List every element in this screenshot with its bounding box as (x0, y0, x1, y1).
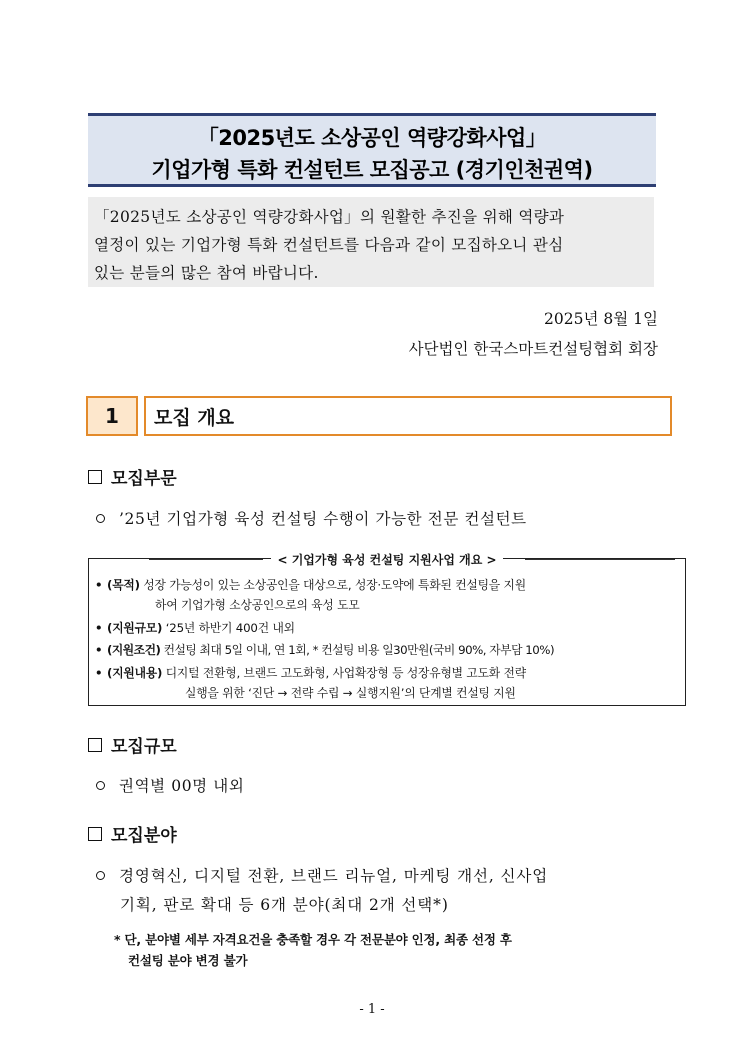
heading-recruit-category (88, 464, 177, 489)
row-label: (지원조건) (107, 643, 161, 657)
overview-row-purpose: • (목적) 성장 가능성이 있는 소상공인을 대상으로, 성장·도약에 특화된 컨설팅을 지원 (95, 578, 526, 592)
recruit-scale-text: 권역별 00명 내외 (119, 777, 245, 795)
heading-label: 모집부문 (111, 469, 177, 489)
row-text: ‘25년 하반기 400건 내외 (165, 621, 295, 635)
overview-header-text: < 기업가형 육성 컨설팅 지원사업 개요 > (271, 551, 502, 568)
overview-row-purpose-cont: 하여 기업가형 소상공인으로의 육성 도모 (155, 598, 360, 612)
intro-line-1: 「2025년도 소상공인 역량강화사업」의 원활한 추진을 위해 역량과 (94, 208, 565, 226)
heading-recruit-scale (88, 732, 177, 757)
recruit-field-note-line2: 컨설팅 분야 변경 불가 (128, 953, 248, 968)
circle-bullet-icon (96, 781, 105, 790)
recruit-scale-item (96, 774, 244, 796)
recruit-field-item-line1 (96, 864, 548, 886)
overview-row-condition: • (지원조건) 컨설팅 최대 5일 이내, 연 1회, * 컨설팅 비용 일30만원(국비 90%, 자부담 10%) (95, 643, 555, 657)
section-number: 1 (86, 396, 138, 436)
row-label: (지원내용) (107, 666, 163, 680)
circle-bullet-icon (96, 871, 105, 880)
intro-line-3: 있는 분들의 많은 참여 바랍니다. (94, 264, 319, 282)
title-box (88, 113, 656, 187)
row-text: 디지털 전환형, 브랜드 고도화형, 사업확장형 등 성장유형별 고도화 전략 (165, 666, 526, 680)
header-rule-right (525, 559, 675, 560)
overview-row-content: • (지원내용) 디지털 전환형, 브랜드 고도화형, 사업확장형 등 성장유형별 고도화 전략 (95, 666, 526, 680)
overview-box-header (89, 550, 685, 568)
recruit-field-item-line2: 기획, 판로 확대 등 6개 분야(최대 2개 선택*) (120, 896, 449, 914)
page-number: - 1 - (359, 1002, 385, 1017)
square-bullet-icon (88, 470, 102, 484)
section-title: 모집 개요 (144, 396, 672, 436)
row-text: 컨설팅 최대 5일 이내, 연 1회, * 컨설팅 비용 일30만원(국비 90%, 자부담 10%) (163, 643, 555, 657)
header-rule-left (149, 559, 263, 560)
recruit-category-text: ’25년 기업가형 육성 컨설팅 수행이 가능한 전문 컨설턴트 (119, 510, 527, 528)
overview-row-content-cont: 실행을 위한 ‘진단 → 전략 수립 → 실행지원’의 단계별 컨설팅 지원 (185, 686, 516, 700)
recruit-field-text-1: 경영혁신, 디지털 전환, 브랜드 리뉴얼, 마케팅 개선, 신사업 (119, 867, 549, 885)
circle-bullet-icon (96, 514, 105, 523)
organization-name: 사단법인 한국스마트컨설팅협회 회장 (408, 340, 658, 358)
row-label: (지원규모) (107, 621, 163, 635)
row-label: (목적) (107, 578, 140, 592)
heading-recruit-field (88, 821, 177, 846)
intro-paragraph (88, 197, 654, 287)
title-line-1: 「2025년도 소상공인 역량강화사업」 (197, 126, 547, 150)
square-bullet-icon (88, 738, 102, 752)
announcement-date: 2025년 8월 1일 (544, 310, 658, 328)
heading-label: 모집분야 (111, 826, 177, 846)
recruit-field-note-line1: * 단, 분야별 세부 자격요건을 충족할 경우 각 전문분야 인정, 최종 선정 후 (114, 932, 512, 947)
overview-box (88, 552, 686, 706)
row-text: 성장 가능성이 있는 소상공인을 대상으로, 성장·도약에 특화된 컨설팅을 지원 (143, 578, 526, 592)
recruit-category-item (96, 507, 527, 529)
heading-label: 모집규모 (111, 737, 177, 757)
square-bullet-icon (88, 827, 102, 841)
overview-row-scale: • (지원규모) ‘25년 하반기 400건 내외 (95, 621, 295, 635)
intro-line-2: 열정이 있는 기업가형 특화 컨설턴트를 다음과 같이 모집하오니 관심 (94, 236, 564, 254)
title-line-2: 기업가형 특화 컨설턴트 모집공고 (경기인천권역) (151, 158, 593, 182)
